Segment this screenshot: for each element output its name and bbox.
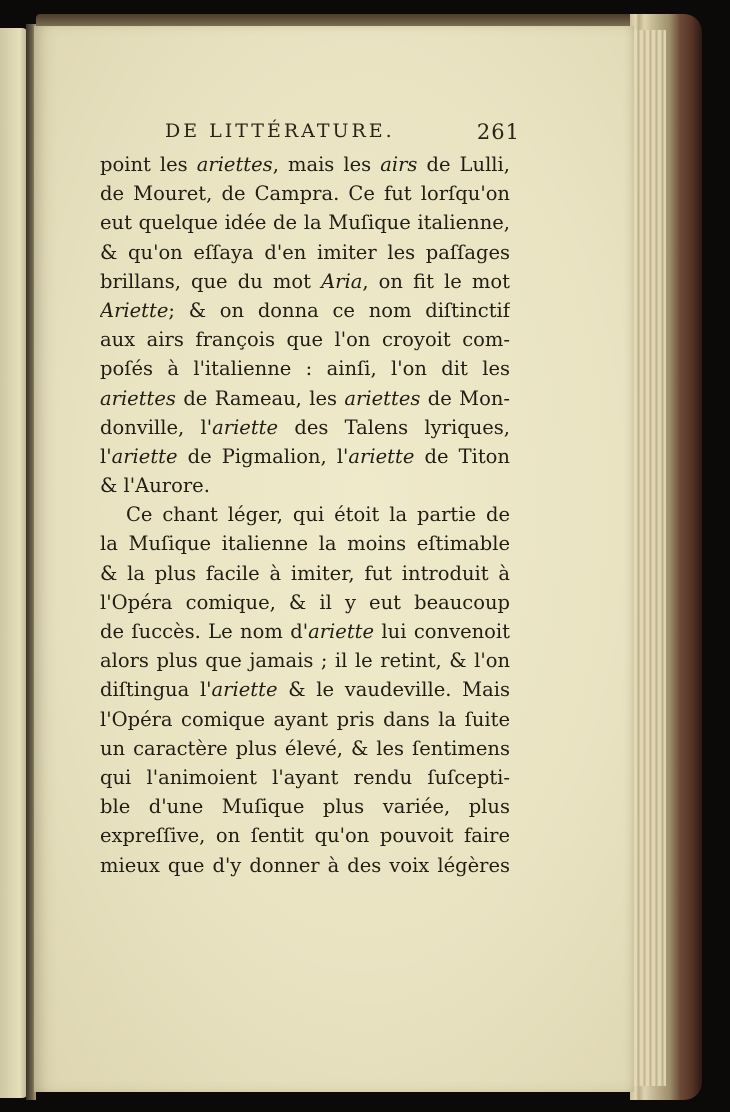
running-head [165, 120, 520, 146]
italic-term: ariettes [344, 386, 421, 410]
text-run: de Mouret, de Campra. Ce fut lorſqu'on [100, 182, 510, 206]
text-run: , on fit le mot [362, 269, 510, 293]
text-line [100, 763, 510, 792]
text-line [100, 354, 510, 383]
running-head-title: DE LITTÉRATURE. [165, 120, 395, 142]
text-line [100, 734, 510, 763]
text-run: un caractère plus élevé, & les ſentimens [100, 736, 510, 760]
text-run: eut quelque idée de la Muſique italienne, [100, 211, 510, 235]
text-run: diſtingua l' [100, 678, 212, 702]
italic-term: airs [380, 153, 418, 176]
text-line [100, 559, 510, 588]
text-run: l' [100, 444, 112, 468]
text-line [100, 646, 510, 675]
text-run: poſés à l'italienne : ainſi, l'on dit les [100, 357, 510, 381]
italic-term: ariettes [196, 153, 273, 176]
text-run: de Mon- [420, 386, 510, 410]
text-run: alors plus que jamais ; il le retint, & l'on [100, 649, 510, 673]
text-run: lui convenoit [374, 620, 510, 643]
text-line [100, 588, 510, 617]
text-line [100, 150, 510, 179]
text-line [100, 325, 510, 354]
text-run: l'Opéra comique, & il y eut beaucoup [100, 590, 510, 614]
text-run: & qu'on eſſaya d'en imiter les paſſages [100, 240, 510, 264]
text-run: ; & on donna ce nom diſtinctif [168, 298, 510, 322]
left-page-edge [0, 28, 28, 1098]
text-line [100, 617, 510, 646]
text-line [100, 267, 510, 296]
text-run: & le vaudeville. Mais [277, 678, 510, 702]
text-run: donville, l' [100, 415, 213, 439]
italic-term: Ariette [100, 298, 169, 322]
italic-term: ariette [308, 620, 375, 643]
text-run: mieux que d'y donner à des voix légères [100, 853, 510, 877]
text-line [100, 471, 510, 500]
text-line [100, 851, 510, 880]
italic-term: ariette [348, 444, 415, 468]
text-run: & la plus facile à imiter, fut introduit à [100, 561, 510, 585]
text-run: de Lulli, [417, 153, 510, 176]
italic-term: ariette [211, 678, 278, 702]
text-run: de ſuccès. Le nom d' [100, 620, 309, 643]
text-line [100, 384, 510, 413]
text-run: expreſſive, on ſentit qu'on pouvoit faire [100, 824, 510, 848]
text-line [100, 238, 510, 267]
italic-term: ariette [111, 444, 178, 468]
text-line [100, 413, 510, 442]
text-run: Ce chant léger, qui étoit la partie de [126, 503, 510, 527]
text-line [100, 675, 510, 704]
text-line [100, 821, 510, 850]
text-run: la Muſique italienne la moins eſtimable [100, 532, 510, 556]
text-run: de Pigmalion, l' [177, 444, 349, 468]
text-run: de Titon [414, 444, 510, 468]
text-line [100, 792, 510, 821]
page-number: 261 [476, 120, 520, 144]
text-run: brillans, que du mot [100, 269, 322, 293]
text-run: point les [100, 153, 197, 176]
text-run: des Talens lyriques, [278, 415, 510, 439]
italic-term: ariettes [100, 386, 176, 410]
text-run: l'Opéra comique ayant pris dans la ſuite [100, 707, 510, 731]
text-run: aux airs françois que l'on croyoit com- [100, 328, 510, 352]
text-run: ble d'une Muſique plus variée, plus [100, 795, 510, 819]
text-line [100, 442, 510, 471]
text-line [100, 529, 510, 558]
text-line [100, 208, 510, 237]
text-run: de Rameau, les [175, 386, 345, 410]
text-run: qui l'animoient l'ayant rendu ſuſcepti- [100, 765, 510, 789]
italic-term: ariette [212, 415, 279, 439]
text-line [100, 296, 510, 325]
text-line [100, 179, 510, 208]
text-line [100, 705, 510, 734]
text-run: & l'Aurore. [100, 474, 210, 498]
italic-term: Aria [321, 269, 363, 293]
text-run: , mais les [272, 153, 381, 176]
body-text [100, 150, 510, 880]
text-line [100, 500, 510, 529]
